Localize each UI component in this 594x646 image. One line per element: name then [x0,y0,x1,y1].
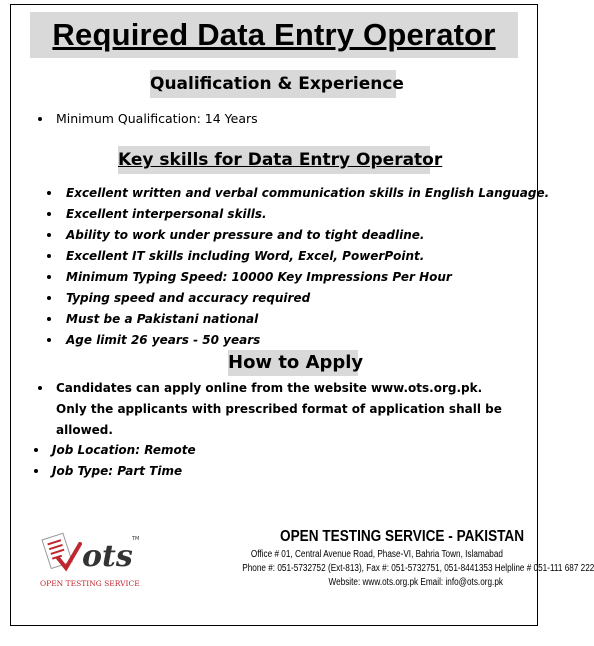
bullet-icon [38,386,42,390]
list-item-text: Excellent IT skills including Word, Excel, PowerPoint. [66,249,425,263]
bullet-icon [47,233,51,237]
list-item [66,204,549,225]
apply-list [56,378,516,441]
list-item-text: Candidates can apply online from the website www.ots.org.pk. Only the applicants with prescribed format of application shall be allowed. [56,381,502,437]
bullet-icon [47,275,51,279]
bullet-icon [38,117,42,121]
bullet-icon [47,254,51,258]
list-item-text: Excellent written and verbal communication skills in English Language. [66,186,550,200]
list-item [66,225,549,246]
ots-logo-mark [38,522,148,592]
title-banner [30,12,518,58]
list-item-text: Minimum Qualification: 14 Years [56,111,258,126]
list-item-text: Typing speed and accuracy required [66,291,311,305]
list-item [52,440,196,461]
org-name: OPEN TESTING SERVICE - PAKISTAN [280,528,525,545]
logo-text: ots [82,539,133,574]
org-address: Office # 01, Central Avenue Road, Phase-VI, Bahria Town, Islamabad [250,549,503,560]
bullet-icon [34,448,38,452]
list-item-text: Must be a Pakistani national [66,312,259,326]
logo-tm: TM [132,536,140,542]
bullet-icon [47,296,51,300]
qualification-list [56,110,258,128]
list-item [66,183,549,204]
ots-logo [38,522,148,592]
bullet-icon [47,212,51,216]
list-item [56,110,258,128]
page-title: Required Data Entry Operator [52,17,496,52]
list-item [66,330,549,351]
bullet-icon [47,338,51,342]
list-item-text: Age limit 26 years - 50 years [66,333,261,347]
skills-heading: Key skills for Data Entry Operator [118,146,430,174]
bullet-icon [47,317,51,321]
apply-heading: How to Apply [228,350,358,376]
list-item-text: Minimum Typing Speed: 10000 Key Impressions Per Hour [66,270,452,284]
list-item [66,267,549,288]
list-item [66,288,549,309]
job-location: Job Location: Remote [52,443,196,457]
org-web: Website: www.ots.org.pk Email: info@ots.org.pk [328,577,503,588]
logo-caption: OPEN TESTING SERVICE [40,579,140,588]
bullet-icon [47,191,51,195]
skills-list [66,183,549,351]
bullet-icon [34,469,38,473]
job-type: Job Type: Part Time [52,464,183,478]
org-phone: Phone #: 051-5732752 (Ext-813), Fax #: 051-5732751, 051-8441353 Helpline # 051-111 687 222 [242,563,594,574]
job-details-list [52,440,196,482]
list-item-text: Excellent interpersonal skills. [66,207,267,221]
qualification-heading: Qualification & Experience [150,70,396,98]
list-item [52,461,196,482]
list-item [66,309,549,330]
list-item [56,378,516,441]
list-item [66,246,549,267]
list-item-text: Ability to work under pressure and to tight deadline. [66,228,425,242]
